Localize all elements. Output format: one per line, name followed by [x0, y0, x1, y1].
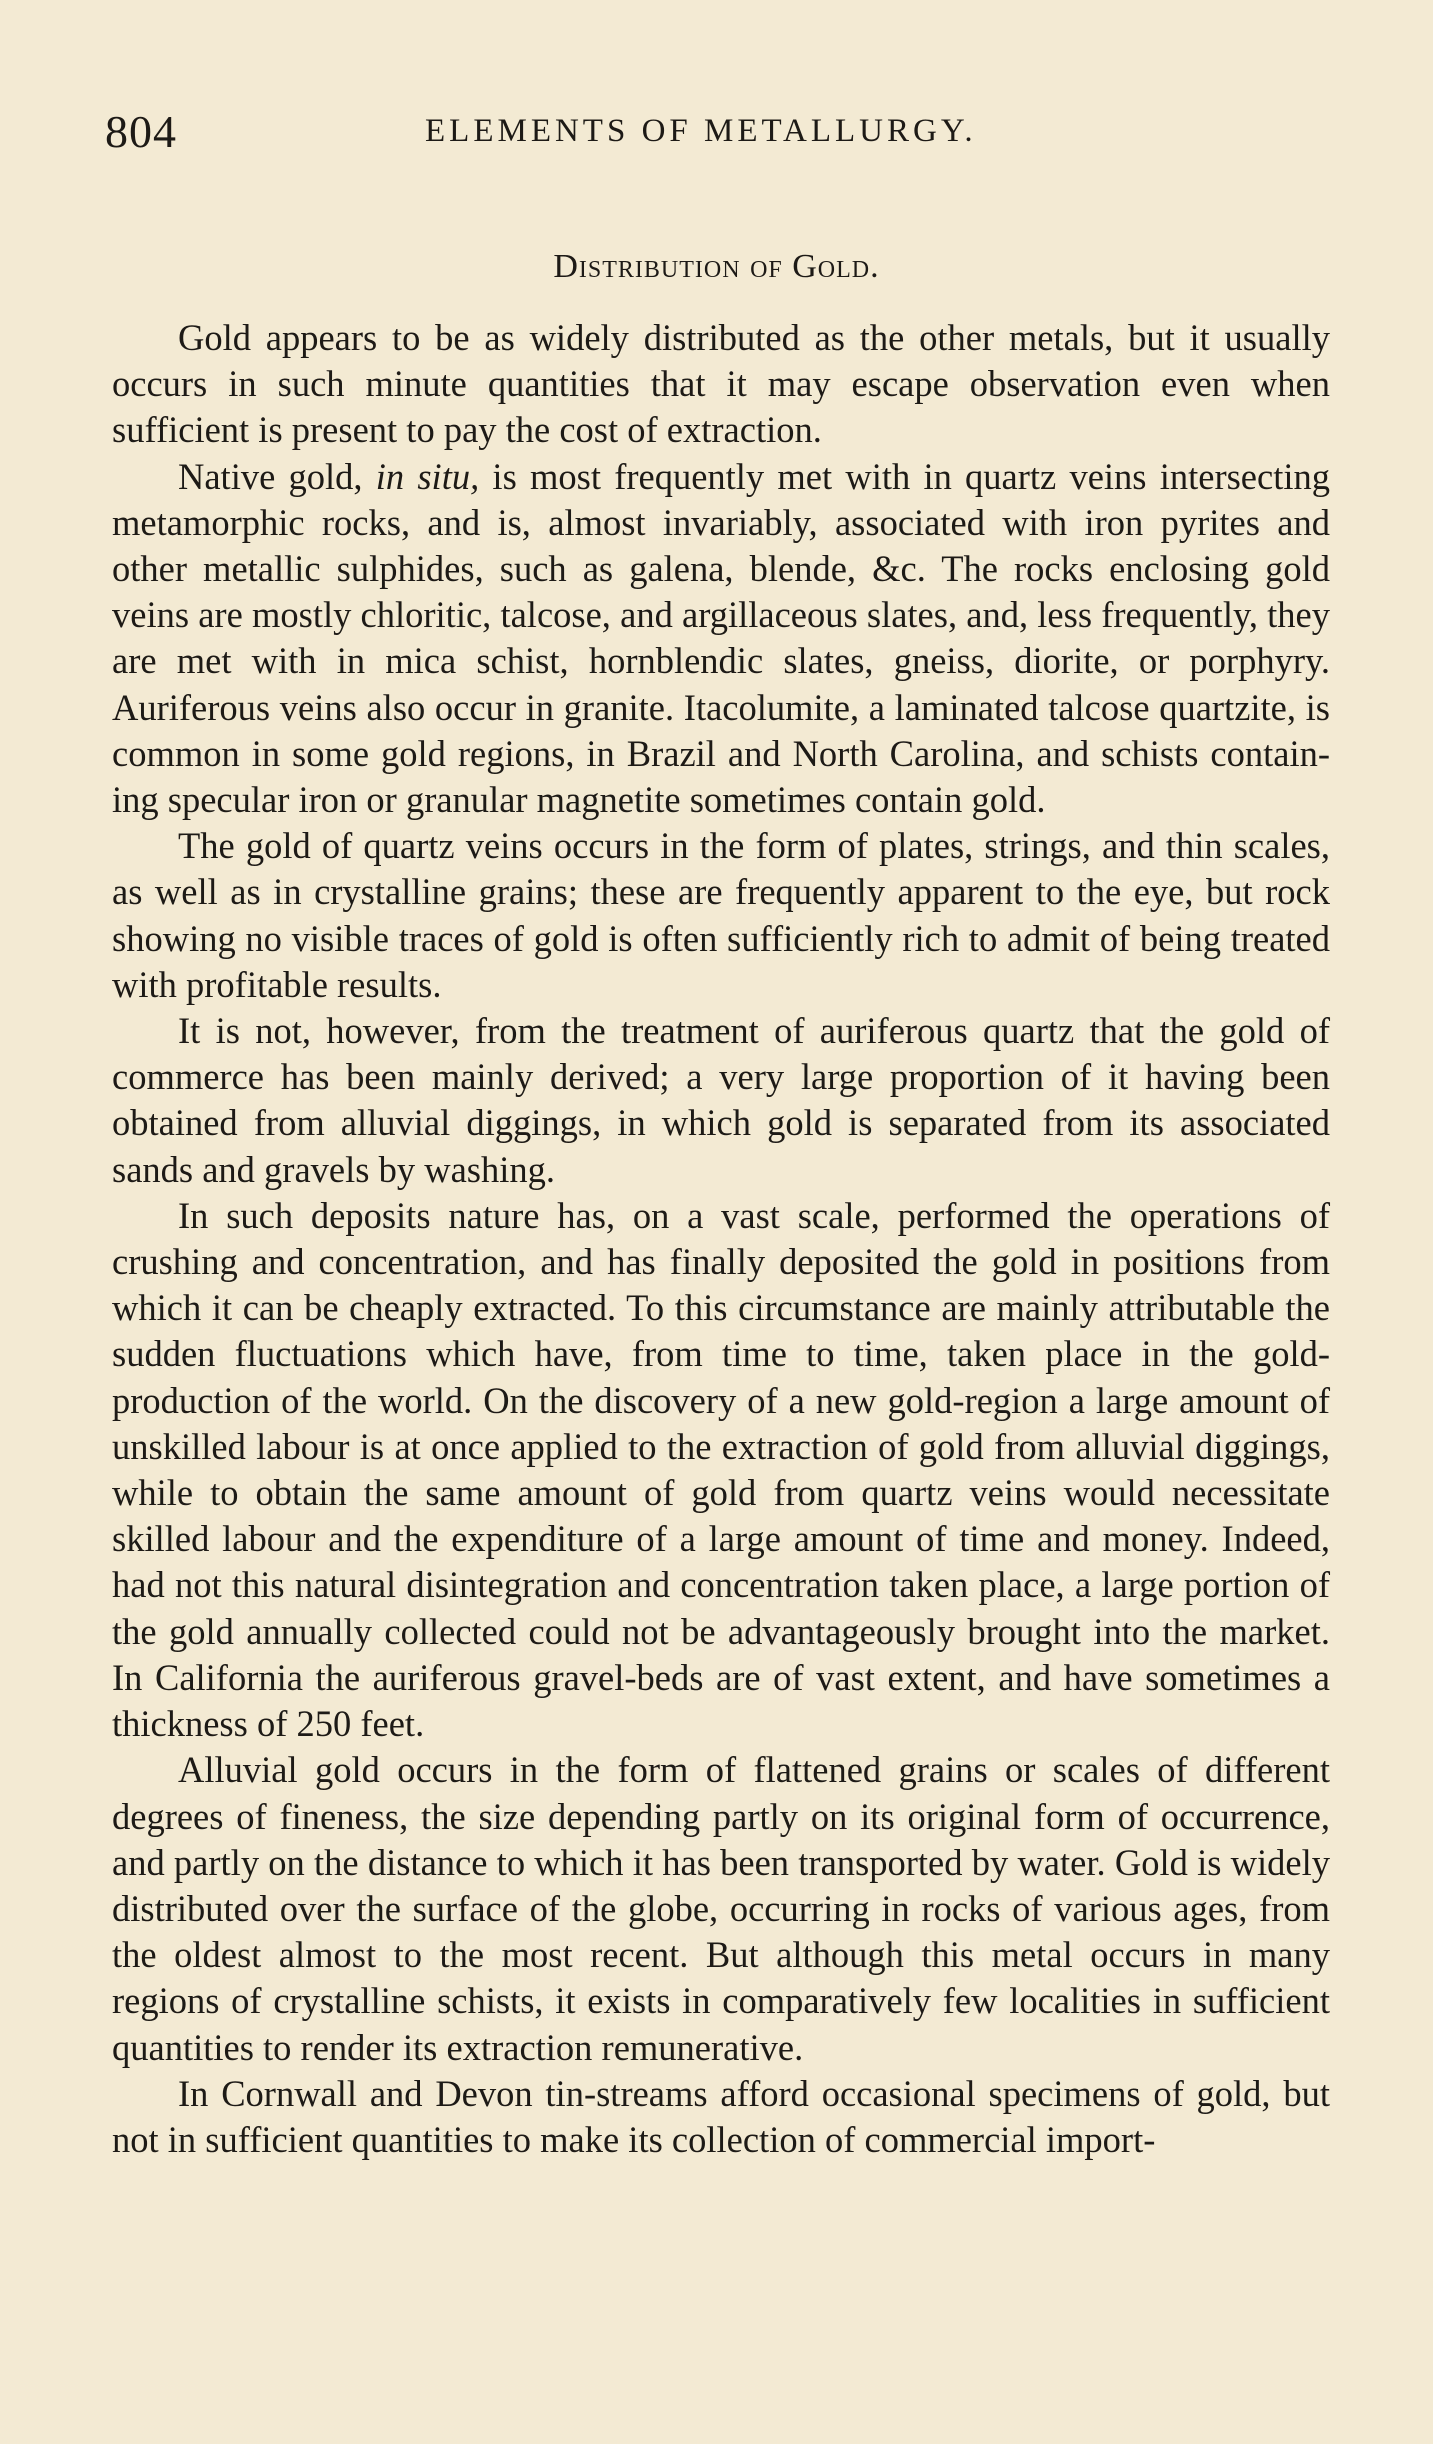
paragraph-2: [112, 454, 1330, 824]
page-number: 804: [105, 106, 177, 157]
paragraph-2-italic-term: in situ,: [375, 455, 480, 497]
paragraph-1: Gold appears to be as widely distributed as the other metals, but it usually occurs in such minute quantities that it may escape observation even when sufficient is present to pay the cost of extraction.: [112, 317, 1330, 451]
paragraph-2-rest: is most frequently met with in quartz veins intersecting metamorphic rocks, and is, almost invariably, associated with iron pyrites and other metallic sulphides, such as galena, blende, &c. The rocks enclosing gold veins are mostly chloritic, talcose, and argillaceous slates, and, less frequently, they are met with in mica schist, hornblendic slates, gneiss, diorite, or porphyry. Auriferous veins also occur in granite. Itacolumite, a laminated talcose quartzite, is common in some gold regions, in Brazil and North Carolina, and schists containing specular iron or granular magnetite sometimes contain gold.: [112, 455, 1330, 821]
section-heading: Distribution of Gold.: [553, 248, 880, 285]
paragraph-5: In such deposits nature has, on a vast scale, performed the operations of crushing and concentration, and has finally deposited the gold in positions from which it can be cheaply extracted. To this circumstance are mainly attributable the sudden fluctuations which have, from time to time, taken place in the gold-production of the world. On the discovery of a new gold-region a large amount of unskilled labour is at once applied to the extraction of gold from alluvial diggings, while to obtain the same amount of gold from quartz veins would necessitate skilled labour and the expenditure of a large amount of time and money. Indeed, had not this natural disintegration and concentration taken place, a large portion of the gold annually collected could not be advantageously brought into the market. In California the auriferous gravel-beds are of vast extent, and have sometimes a thickness of 250 feet.: [112, 1194, 1330, 1745]
paragraph-6: Alluvial gold occurs in the form of flattened grains or scales of different degrees of fineness, the size depending partly on its original form of occurrence, and partly on the distance to which it has been transported by water. Gold is widely distributed over the surface of the globe, occurring in rocks of various ages, from the oldest almost to the most recent. But although this metal occurs in many regions of crystalline schists, it exists in comparatively few localities in sufficient quantities to render its extraction remunerative.: [112, 1749, 1330, 2068]
paragraph-4: It is not, however, from the treatment of auriferous quartz that the gold of commerce has been mainly derived; a very large proportion of it having been obtained from alluvial diggings, in which gold is separated from its associated sands and gravels by washing.: [112, 1010, 1330, 1190]
paragraph-7: In Cornwall and Devon tin-streams afford occasional specimens of gold, but not in sufficient quantities to make its collection of commercial import-: [112, 2072, 1330, 2160]
paragraph-2-lead: Native gold,: [178, 455, 376, 497]
running-title: ELEMENTS OF METALLURGY.: [425, 113, 977, 149]
paragraph-3: The gold of quartz veins occurs in the form of plates, strings, and thin scales, as well as in crystalline grains; these are frequently apparent to the eye, but rock showing no visible traces of gold is often sufficiently rich to admit of being treated with profitable results.: [112, 825, 1330, 1005]
running-head: [105, 105, 1325, 165]
body-text: [112, 315, 1330, 2163]
